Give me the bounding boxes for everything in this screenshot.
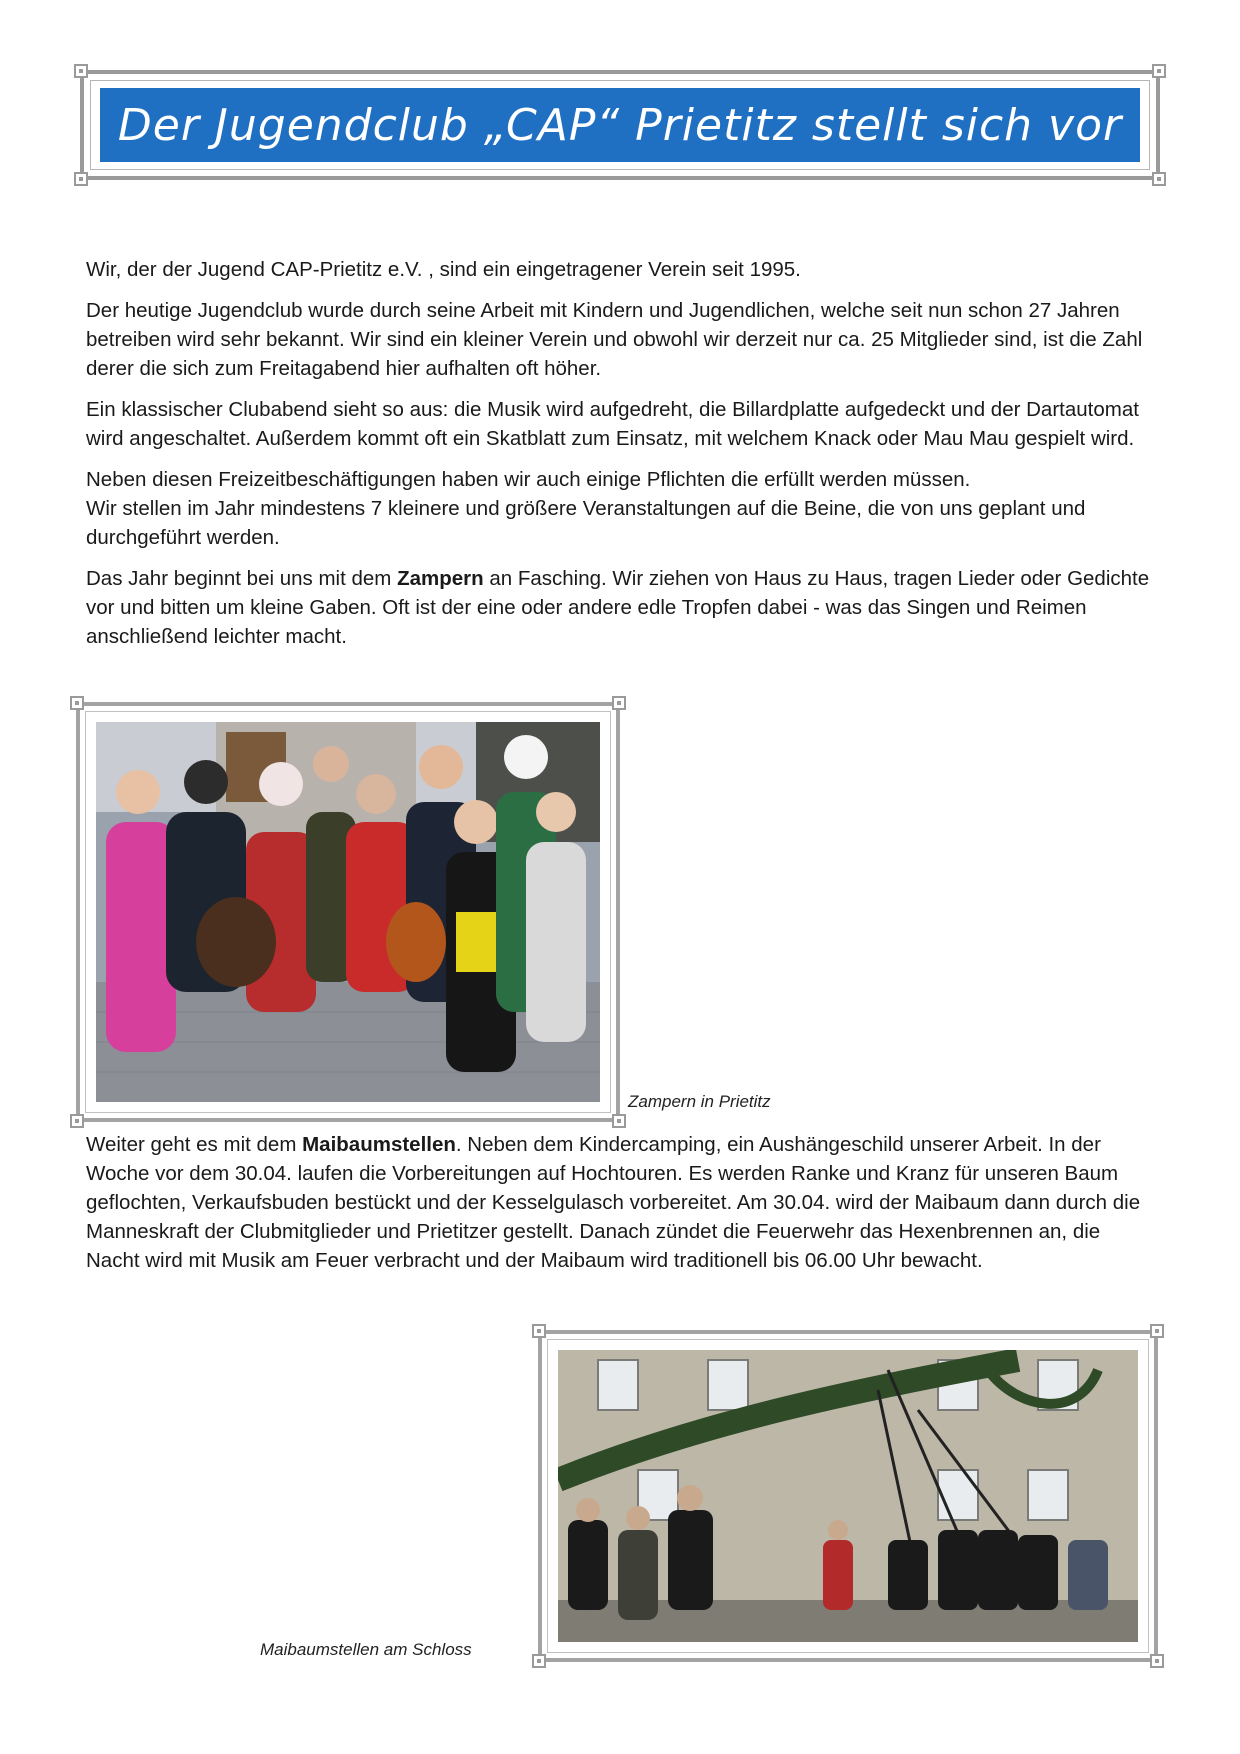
- maibaum-text: [86, 1130, 1154, 1287]
- frame-corner-ornament: [612, 696, 626, 710]
- paragraph: Ein klassischer Clubabend sieht so aus: die Musik wird aufgedreht, die Billardplatte aufgedeckt und der Dartautomat wird angeschaltet. Außerdem kommt oft ein Skatblatt zum Einsatz, mit welchem Knack oder Mau Mau gespielt wird.: [86, 398, 1139, 450]
- frame-corner-ornament: [1152, 172, 1166, 186]
- frame-corner-ornament: [1150, 1654, 1164, 1668]
- paragraph-text: Das Jahr beginnt bei uns mit dem: [86, 567, 398, 590]
- frame-corner-ornament: [532, 1654, 546, 1668]
- paragraph-text: Weiter geht es mit dem: [86, 1133, 303, 1156]
- intro-text: [86, 255, 1154, 663]
- photo-caption: Maibaumstellen am Schloss: [260, 1640, 472, 1659]
- frame-corner-ornament: [1152, 64, 1166, 78]
- frame-corner-ornament: [74, 64, 88, 78]
- frame-corner-ornament: [74, 172, 88, 186]
- paragraph-text: . Neben dem Kindercamping, ein Aushängeschild unserer Arbeit. In der Woche vor dem 30.04. laufen die Vorbereitungen auf Hochtouren. Es werden Ranke und Kranz für unseren Baum geflochten, Verkaufsbuden bestückt und der Kesselgulasch vorbereitet. Am 30.04. wird der Maibaum dann durch die Manneskraft der Clubmitglieder und Prietitzer gestellt. Danach zündet die Feuerwehr das Hexenbrennen an, die Nacht wird mit Musik am Feuer verbracht und der Maibaum wird traditionell bis 06.00 Uhr bewacht.: [86, 1133, 1141, 1272]
- paragraph: Der heutige Jugendclub wurde durch seine Arbeit mit Kindern und Jugendlichen, welche seit nun schon 27 Jahren betreiben wird sehr bekannt. Wir sind ein kleiner Verein und obwohl wir derzeit nur ca. 25 Mitglieder sind, ist die Zahl derer die sich zum Freitagabend hier aufhalten oft höher.: [86, 299, 1143, 380]
- maibaum-photo: [558, 1350, 1138, 1642]
- paragraph-line: Wir stellen im Jahr mindestens 7 kleinere und größere Veranstaltungen auf die Beine, die von uns geplant und durchgeführt werden.: [86, 497, 1086, 549]
- paragraph: Wir, der der Jugend CAP-Prietitz e.V. , sind ein eingetragener Verein seit 1995.: [86, 258, 801, 281]
- frame-corner-ornament: [1150, 1324, 1164, 1338]
- paragraph: [86, 564, 1154, 651]
- frame-corner-ornament: [612, 1114, 626, 1128]
- photo-caption: Zampern in Prietitz: [628, 1092, 771, 1111]
- paragraph-line: Neben diesen Freizeitbeschäftigungen haben wir auch einige Pflichten die erfüllt werden müssen.: [86, 468, 971, 491]
- paragraph: [86, 465, 1154, 552]
- zampern-photo-illustration: [96, 722, 600, 1102]
- paragraph-text: an Fasching. Wir ziehen von Haus zu Haus, tragen Lieder oder Gedichte vor und bitten um kleine Gaben. Oft ist der eine oder andere edle Tropfen dabei - was das Singen und Reimen anschließend leichter macht.: [86, 567, 1150, 648]
- bold-term-maibaumstellen: Maibaumstellen: [302, 1133, 456, 1156]
- zampern-group-photo: [96, 722, 600, 1102]
- frame-corner-ornament: [70, 1114, 84, 1128]
- frame-corner-ornament: [532, 1324, 546, 1338]
- page-title: Der Jugendclub „CAP“ Prietitz stellt sich vor: [100, 88, 1140, 162]
- maibaum-photo-illustration: [558, 1350, 1138, 1642]
- bold-term-zampern: Zampern: [397, 567, 484, 590]
- paragraph: [86, 1130, 1154, 1275]
- frame-corner-ornament: [70, 696, 84, 710]
